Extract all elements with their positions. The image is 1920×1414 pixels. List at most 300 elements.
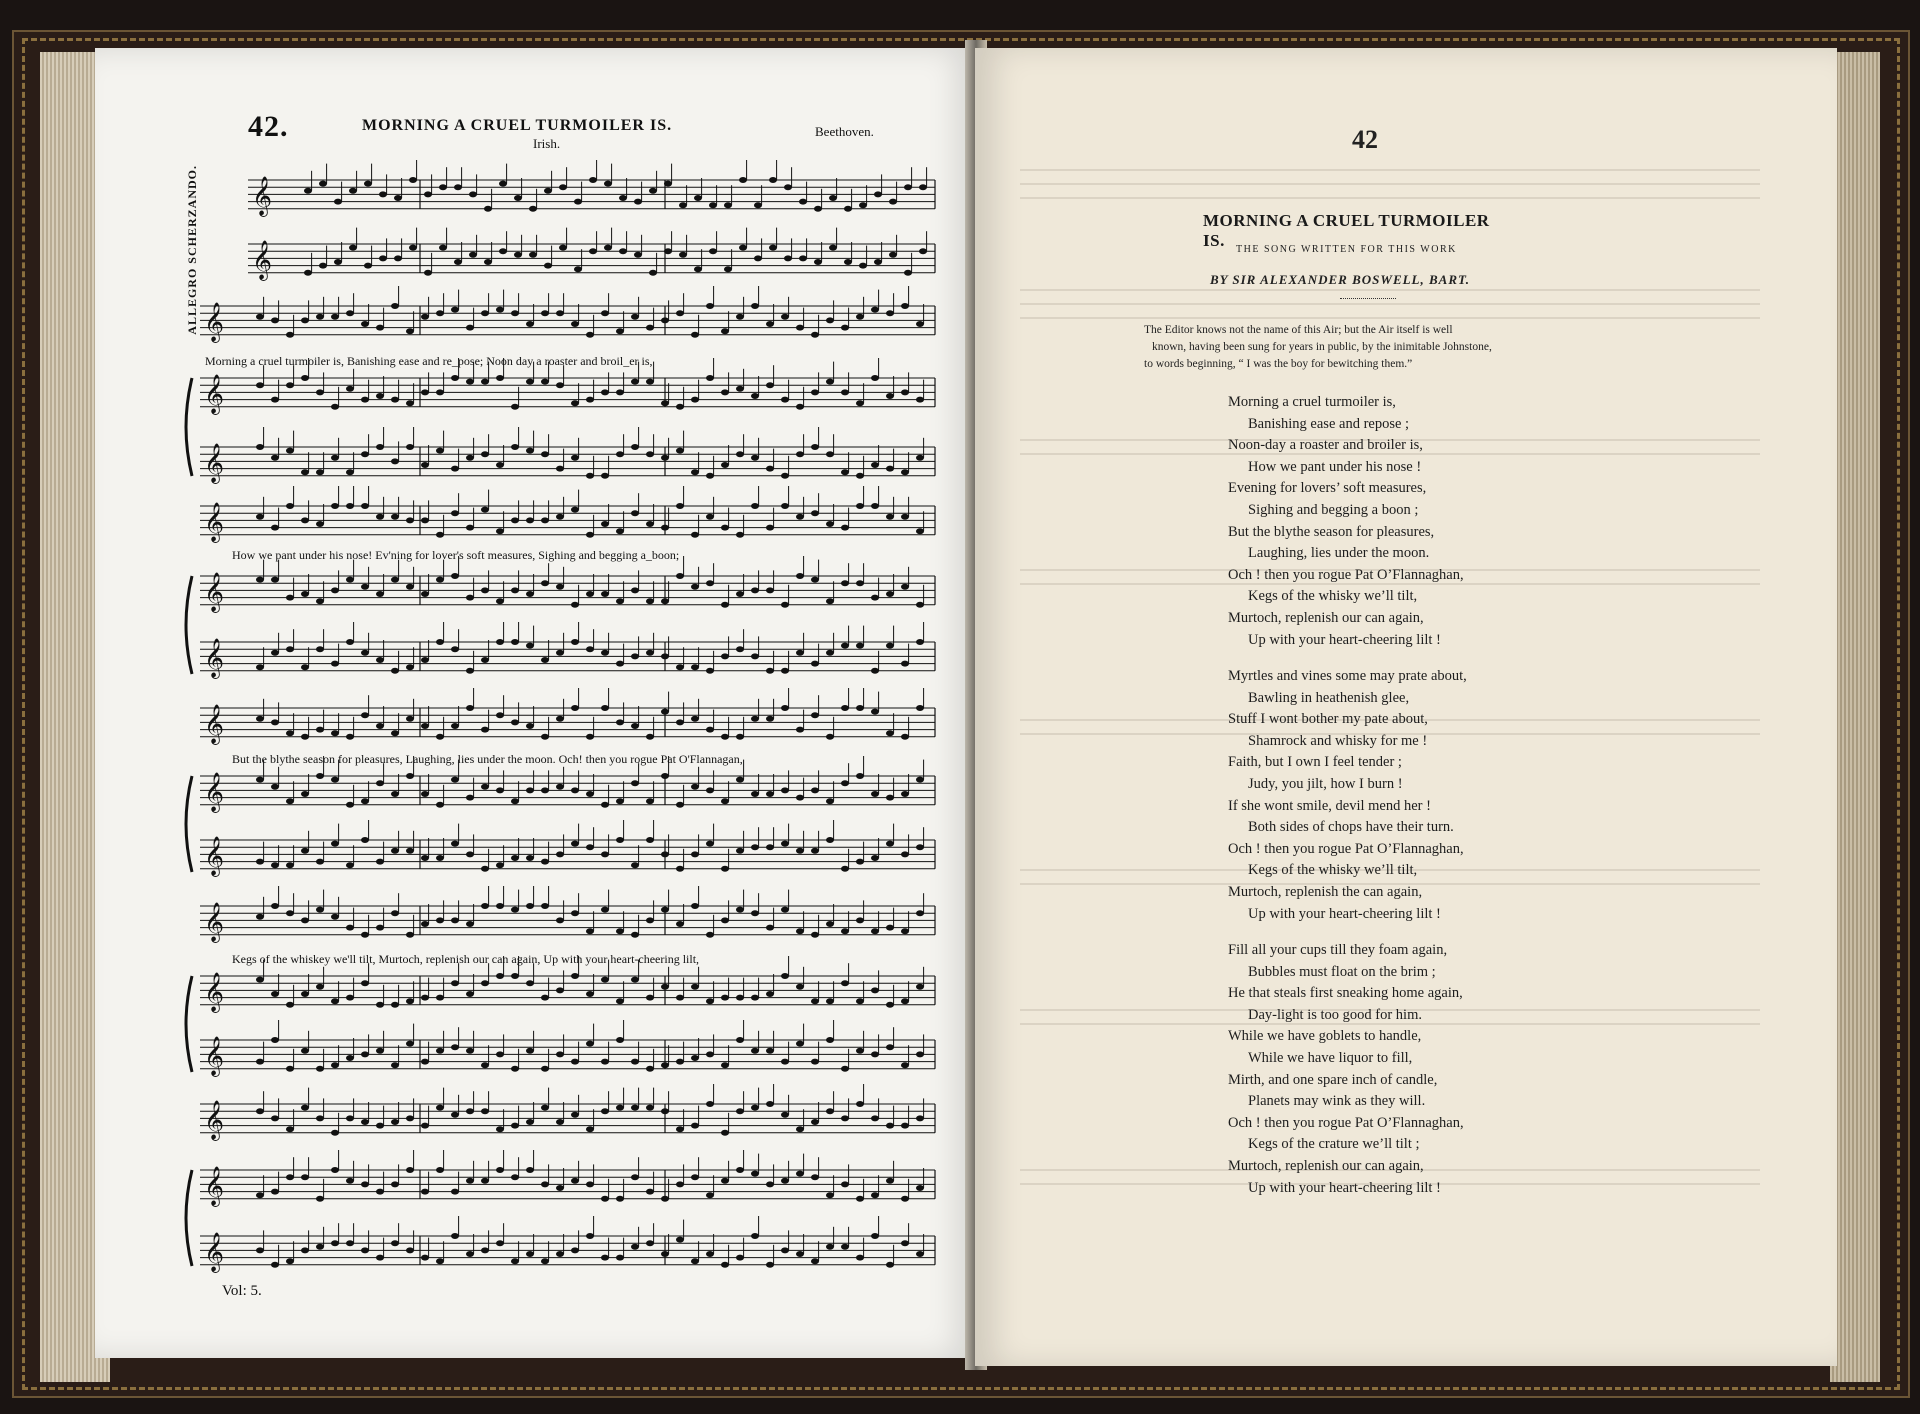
note	[499, 181, 507, 187]
note	[916, 639, 924, 645]
note	[436, 802, 444, 808]
note	[436, 995, 444, 1001]
note	[466, 595, 474, 601]
note	[841, 1066, 849, 1072]
note	[766, 1181, 774, 1187]
note	[811, 1059, 819, 1065]
note	[736, 1167, 744, 1173]
note	[604, 245, 612, 251]
note	[901, 1196, 909, 1202]
note	[466, 325, 474, 331]
note	[796, 848, 804, 854]
note	[571, 787, 579, 793]
note	[766, 844, 774, 850]
note	[841, 780, 849, 786]
note	[766, 791, 774, 797]
note	[721, 1262, 729, 1268]
note	[511, 587, 519, 593]
note	[556, 466, 564, 472]
note	[706, 787, 714, 793]
note	[721, 462, 729, 468]
note	[421, 921, 429, 927]
note	[511, 973, 519, 979]
note	[826, 798, 834, 804]
note	[256, 977, 264, 983]
note	[481, 451, 489, 457]
note	[841, 1244, 849, 1250]
note	[736, 451, 744, 457]
note	[676, 802, 684, 808]
note	[616, 719, 624, 725]
stanza-line: Stuff I wont bother my pate about,	[1228, 711, 1428, 728]
note	[361, 798, 369, 804]
note	[901, 303, 909, 309]
note	[709, 248, 717, 254]
note	[829, 195, 837, 201]
note	[919, 248, 927, 254]
note	[511, 444, 519, 450]
note	[586, 1233, 594, 1239]
note	[751, 1105, 759, 1111]
note	[286, 595, 294, 601]
note	[346, 802, 354, 808]
note	[811, 712, 819, 718]
note	[346, 469, 354, 475]
music-staff	[200, 1084, 935, 1141]
note	[781, 705, 789, 711]
note	[841, 1181, 849, 1187]
note	[376, 1189, 384, 1195]
note	[331, 1130, 339, 1136]
note	[589, 177, 597, 183]
note	[481, 1062, 489, 1068]
note	[751, 303, 759, 309]
note	[661, 317, 669, 323]
note	[796, 984, 804, 990]
clef-icon: 𝄞	[204, 1166, 225, 1206]
stanza-line: Och ! then you rogue Pat O’Flannaghan,	[1228, 1114, 1464, 1131]
note	[409, 177, 417, 183]
note	[631, 587, 639, 593]
stanza-line: While we have liquor to fill,	[1248, 1049, 1413, 1066]
note	[676, 503, 684, 509]
note	[466, 1178, 474, 1184]
note	[691, 1174, 699, 1180]
stanza-line: Banishing ease and repose ;	[1248, 415, 1410, 432]
note	[901, 734, 909, 740]
lyric-line-1: Morning a cruel turmoiler is, Banishing ease and re_pose; Noon day a roaster and broil_er is,	[205, 354, 653, 368]
note	[856, 1101, 864, 1107]
note	[301, 591, 309, 597]
note	[466, 455, 474, 461]
note	[436, 1048, 444, 1054]
stanza-line: Kegs of the whisky we’ll tilt,	[1248, 588, 1418, 605]
stanza-line: Noon-day a roaster and broiler is,	[1228, 437, 1423, 454]
music-staff	[200, 688, 935, 745]
note	[691, 851, 699, 857]
note	[334, 259, 342, 265]
system-brace	[186, 576, 192, 674]
note	[481, 727, 489, 733]
note	[841, 643, 849, 649]
note	[451, 1233, 459, 1239]
note	[781, 1059, 789, 1065]
note	[541, 1066, 549, 1072]
note	[721, 1130, 729, 1136]
note	[304, 270, 312, 276]
clef-icon: 𝄞	[252, 176, 273, 216]
note	[796, 514, 804, 520]
note	[661, 653, 669, 659]
note	[706, 727, 714, 733]
note	[394, 255, 402, 261]
note	[601, 907, 609, 913]
note	[751, 910, 759, 916]
note	[256, 664, 264, 670]
note	[406, 848, 414, 854]
note	[316, 1115, 324, 1121]
note	[331, 777, 339, 783]
note	[586, 734, 594, 740]
stanza-line: Laughing, lies under the moon.	[1248, 545, 1430, 562]
note	[406, 998, 414, 1004]
note	[691, 584, 699, 590]
note	[871, 375, 879, 381]
note	[691, 397, 699, 403]
note	[661, 598, 669, 604]
note	[721, 389, 729, 395]
note	[796, 727, 804, 733]
note	[856, 1196, 864, 1202]
note	[811, 332, 819, 338]
note	[406, 932, 414, 938]
note	[331, 503, 339, 509]
note	[571, 321, 579, 327]
stanza-line: If she wont smile, devil mend her !	[1228, 797, 1431, 814]
note	[601, 1059, 609, 1065]
note	[331, 314, 339, 320]
note	[376, 1255, 384, 1261]
note	[676, 448, 684, 454]
note	[331, 1167, 339, 1173]
note	[466, 851, 474, 857]
note	[691, 664, 699, 670]
note	[436, 448, 444, 454]
note	[286, 1066, 294, 1072]
editor-note-line-3: to words beginning, “ I was the boy for bewitching them.”	[1144, 358, 1413, 370]
note	[271, 397, 279, 403]
note	[856, 917, 864, 923]
note	[481, 866, 489, 872]
stanza-line: Evening for lovers’ soft measures,	[1228, 480, 1427, 497]
note	[826, 521, 834, 527]
note	[841, 866, 849, 872]
stanza-line: Bawling in heathenish glee,	[1248, 689, 1410, 706]
note	[556, 310, 564, 316]
note	[871, 1051, 879, 1057]
note	[826, 921, 834, 927]
note	[814, 259, 822, 265]
note	[661, 400, 669, 406]
note	[904, 184, 912, 190]
note	[796, 928, 804, 934]
note	[526, 321, 534, 327]
note	[601, 473, 609, 479]
note	[406, 444, 414, 450]
music-staff	[200, 622, 935, 679]
note	[781, 397, 789, 403]
note	[811, 444, 819, 450]
note	[511, 1066, 519, 1072]
note	[781, 602, 789, 608]
note	[286, 382, 294, 388]
note	[889, 199, 897, 205]
note	[349, 245, 357, 251]
note	[481, 980, 489, 986]
note	[631, 653, 639, 659]
music-staff	[248, 228, 935, 281]
note	[751, 716, 759, 722]
note	[376, 1123, 384, 1129]
note	[616, 798, 624, 804]
stanza-line: How we pant under his nose !	[1248, 458, 1422, 475]
note	[481, 784, 489, 790]
clef-icon: 𝄞	[204, 836, 225, 876]
note	[721, 866, 729, 872]
note	[796, 451, 804, 457]
note	[691, 903, 699, 909]
note	[751, 587, 759, 593]
note	[586, 332, 594, 338]
note	[586, 1181, 594, 1187]
note	[541, 903, 549, 909]
stanza-line: Up with your heart-cheering lilt !	[1248, 631, 1441, 648]
note	[541, 1105, 549, 1111]
note	[631, 1059, 639, 1065]
note	[796, 1251, 804, 1257]
note	[496, 973, 504, 979]
note	[616, 837, 624, 843]
note	[616, 1037, 624, 1043]
note	[286, 1002, 294, 1008]
note	[496, 1240, 504, 1246]
note	[916, 321, 924, 327]
lyric-line-4: Kegs of the whiskey we'll tilt, Murtoch, replenish our can again, Up with your heart-cheering lilt,	[232, 952, 700, 966]
note	[376, 325, 384, 331]
note	[826, 379, 834, 385]
note	[286, 1174, 294, 1180]
clef-icon: 𝄞	[204, 443, 225, 483]
note	[691, 532, 699, 538]
note	[751, 653, 759, 659]
note	[601, 1255, 609, 1261]
note	[391, 848, 399, 854]
note	[646, 325, 654, 331]
note	[811, 510, 819, 516]
note	[496, 903, 504, 909]
note	[421, 1189, 429, 1195]
note	[436, 1105, 444, 1111]
note	[481, 310, 489, 316]
note	[346, 862, 354, 868]
note	[841, 928, 849, 934]
note	[361, 650, 369, 656]
note	[856, 400, 864, 406]
clef-icon: 𝄞	[204, 374, 225, 414]
note	[631, 379, 639, 385]
note	[556, 584, 564, 590]
note	[736, 386, 744, 392]
note	[361, 980, 369, 986]
music-staff	[200, 486, 935, 543]
note	[631, 314, 639, 320]
note	[331, 841, 339, 847]
note	[886, 730, 894, 736]
note	[721, 917, 729, 923]
note	[634, 199, 642, 205]
note	[616, 928, 624, 934]
note	[886, 795, 894, 801]
note	[496, 1051, 504, 1057]
note	[721, 1062, 729, 1068]
note	[856, 705, 864, 711]
note	[751, 503, 759, 509]
note	[511, 310, 519, 316]
note	[691, 1123, 699, 1129]
note	[466, 991, 474, 997]
note	[736, 1255, 744, 1261]
note	[661, 709, 669, 715]
note	[676, 995, 684, 1001]
note	[436, 310, 444, 316]
note	[511, 404, 519, 410]
note	[316, 773, 324, 779]
note	[556, 1185, 564, 1191]
note	[316, 907, 324, 913]
note	[541, 517, 549, 523]
note	[511, 517, 519, 523]
note	[856, 773, 864, 779]
note	[316, 521, 324, 527]
note	[676, 1181, 684, 1187]
note	[901, 791, 909, 797]
note	[361, 712, 369, 718]
note	[421, 517, 429, 523]
note	[766, 668, 774, 674]
note	[454, 259, 462, 265]
note	[646, 379, 654, 385]
note	[466, 705, 474, 711]
note	[481, 1178, 489, 1184]
note	[916, 602, 924, 608]
note	[421, 791, 429, 797]
note	[271, 455, 279, 461]
note	[451, 646, 459, 652]
note	[676, 1237, 684, 1243]
music-staff	[200, 427, 935, 484]
note	[769, 177, 777, 183]
note	[769, 245, 777, 251]
note	[886, 591, 894, 597]
stanza-line: Kegs of the crature we’ll tilt ;	[1248, 1136, 1420, 1153]
note	[331, 661, 339, 667]
note	[346, 925, 354, 931]
note	[916, 984, 924, 990]
note	[754, 202, 762, 208]
note	[631, 932, 639, 938]
stanza-line: Murtoch, replenish the can again,	[1228, 883, 1423, 900]
note	[271, 317, 279, 323]
note	[496, 1126, 504, 1132]
note	[676, 404, 684, 410]
stanza-line: Murtoch, replenish our can again,	[1228, 609, 1424, 626]
note	[556, 716, 564, 722]
note	[721, 734, 729, 740]
lyric-line-3: But the blythe season for pleasures, Laughing, lies under the moon. Och! then you rogue Pat O'Flannagan,	[232, 752, 743, 766]
note	[421, 657, 429, 663]
note	[691, 332, 699, 338]
note	[256, 914, 264, 920]
note	[346, 1115, 354, 1121]
note	[319, 263, 327, 269]
note	[391, 577, 399, 583]
note	[361, 503, 369, 509]
note	[541, 859, 549, 865]
note	[841, 1115, 849, 1121]
note	[871, 1115, 879, 1121]
note	[676, 573, 684, 579]
stanza-line: Morning a cruel turmoiler is,	[1228, 394, 1396, 410]
music-staff	[200, 556, 935, 613]
note	[601, 977, 609, 983]
note	[541, 657, 549, 663]
note	[256, 577, 264, 583]
note	[481, 657, 489, 663]
note	[604, 181, 612, 187]
note	[799, 199, 807, 205]
note	[844, 259, 852, 265]
music-title: MORNING A CRUEL TURMOILER IS.	[362, 117, 673, 134]
note	[346, 1178, 354, 1184]
note	[361, 584, 369, 590]
note	[691, 716, 699, 722]
note	[646, 1240, 654, 1246]
note	[316, 859, 324, 865]
note	[511, 1258, 519, 1264]
song-author: BY SIR ALEXANDER BOSWELL, BART.	[1210, 272, 1471, 287]
note	[616, 451, 624, 457]
note	[676, 921, 684, 927]
note	[766, 321, 774, 327]
note	[736, 646, 744, 652]
note	[784, 184, 792, 190]
note	[841, 389, 849, 395]
note	[496, 307, 504, 313]
note	[751, 1048, 759, 1054]
note	[376, 444, 384, 450]
note	[916, 1185, 924, 1191]
note	[646, 650, 654, 656]
note	[796, 1171, 804, 1177]
note	[586, 397, 594, 403]
stanza-3	[1228, 940, 1588, 1199]
note	[481, 1247, 489, 1253]
stanza-line: Planets may wink as they will.	[1248, 1093, 1426, 1110]
note	[406, 773, 414, 779]
note	[826, 650, 834, 656]
note	[391, 1119, 399, 1125]
note	[691, 1258, 699, 1264]
